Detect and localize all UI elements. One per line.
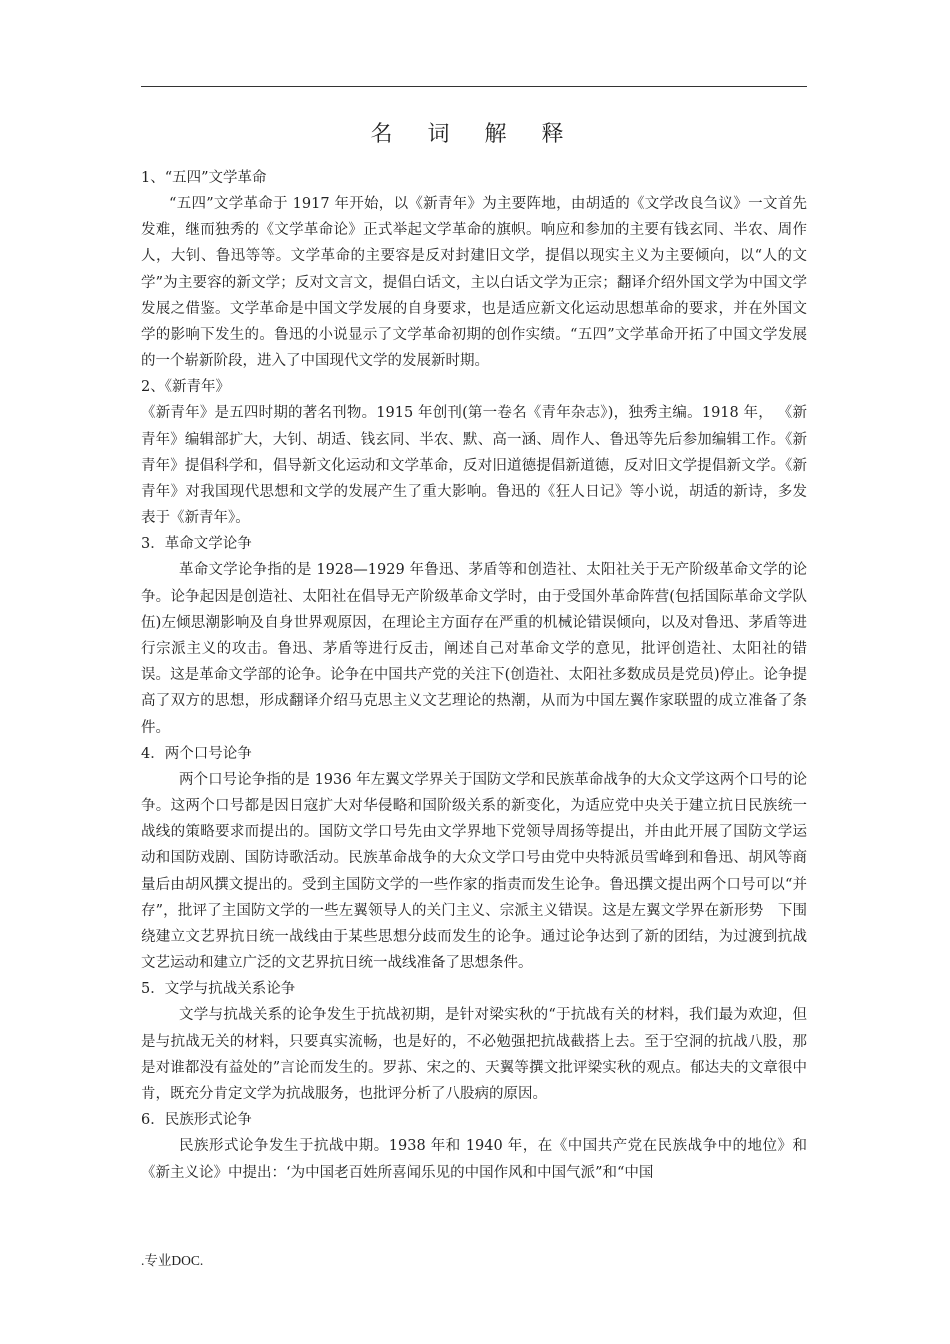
section-heading: 3．革命文学论争 <box>141 536 252 553</box>
section-paragraph: 《新青年》是五四时期的著名刊物。1915 年创刊(第一卷名《青年杂志》)，独秀主编。1918 年， 《新青年》编辑部扩大，大钊、胡适、钱玄同、半农、默、高一涵、周作人、鲁迅等先后参加编辑工作。《新青年》提倡科学和，倡导新文化运动和文学革命，反对旧道德提倡新道德，反对旧文学提倡新文学。《新青年》对我国现代思想和文学的发展产生了重大影响。鲁迅的《狂人日记》等小说，胡适的新诗，多发表于《新青年》。 <box>141 405 807 527</box>
section-4 <box>141 741 807 977</box>
section-3 <box>141 531 807 740</box>
page-footer: .专业DOC. <box>141 1253 204 1268</box>
section-paragraph: “五四”文学革命于 1917 年开始，以《新青年》为主要阵地，由胡适的《文学改良刍议》一文首先发难，继而独秀的《文学革命论》正式举起文学革命的旗帜。响应和参加的主要有钱玄同、半农、周作人，大钊、鲁迅等等。文学革命的主要容是反对封建旧文学，提倡以现实主义为主要倾向，以“人的文学”为主要容的新文学；反对文言文，提倡白话文，主以白话文学为正宗；翻译介绍外国文学为中国文学发展之借鉴。文学革命是中国文学发展的自身要求，也是适应新文化运动思想革命的要求，并在外国文学的影响下发生的。鲁迅的小说显示了文学革命初期的创作实绩。“五四”文学革命开拓了中国文学发展 的一个崭新阶段，进入了中国现代文学的发展新时期。 <box>141 196 807 370</box>
section-6 <box>141 1107 807 1185</box>
document-body <box>141 165 807 1186</box>
section-5 <box>141 976 807 1107</box>
section-2 <box>141 374 807 531</box>
page-title: 名 词 解 释 <box>370 122 578 147</box>
section-heading: 1、“五四”文学革命 <box>141 170 267 186</box>
section-paragraph: 民族形式论争发生于抗战中期。1938 年和 1940 年，在《中国共产党在民族战争中的地位》和《新主义论》中提出：‘为中国老百姓所喜闻乐见的中国作风和中国气派”和“中国 <box>141 1138 807 1181</box>
section-paragraph: 革命文学论争指的是 1928—1929 年鲁迅、茅盾等和创造社、太阳社关于无产阶级革命文学的论争。论争起因是创造社、太阳社在倡导无产阶级革命文学时，由于受国外革命阵营(包括国际革命文学队伍)左倾思潮影响及自身世界观原因，在理论主方面存在严重的机械论错误倾向，以及对鲁迅、茅盾等进行宗派主义的攻击。鲁迅、茅盾等进行反击，阐述自己对革命文学的意见，批评创造社、太阳社的错误。这是革命文学部的论争。论争在中国共产党的关注下(创造社、太阳社多数成员是党员)停止。论争提高了双方的思想，形成翻译介绍马克思主义文艺理论的热潮，从而为中国左翼作家联盟的成立准备了条件。 <box>141 562 807 736</box>
section-paragraph: 文学与抗战关系的论争发生于抗战初期，是针对梁实秋的“于抗战有关的材料，我们最为欢迎，但是与抗战无关的材料，只要真实流畅，也是好的，不必勉强把抗战截搭上去。至于空洞的抗战八股，那是对谁都没有益处的”言论而发生的。罗荪、宋之的、天翼等撰文批评梁实秋的观点。郁达夫的文章很中肯，既充分肯定文学为抗战服务，也批评分析了八股病的原因。 <box>141 1007 807 1103</box>
section-paragraph: 两个口号论争指的是 1936 年左翼文学界关于国防文学和民族革命战争的大众文学这两个口号的论争。这两个口号都是因日寇扩大对华侵略和国阶级关系的新变化，为适应党中央关于建立抗日民族统一战线的策略要求而提出的。国防文学口号先由文学界地下党领导周扬等提出，并由此开展了国防文学运动和国防戏剧、国防诗歌活动。民族革命战争的大众文学口号由党中央特派员雪峰到和鲁迅、胡风等商量后由胡风撰文提出的。受到主国防文学的一些作家的指责而发生论争。鲁迅撰文提出两个口号可以“并存”，批评了主国防文学的一些左翼领导人的关门主义、宗派主义错误。这是左翼文学界在新形势 下围绕建立文艺界抗日统一战线由于某些思想分歧而发生的论争。通过论争达到了新的团结，为过渡到抗战文艺运动和建立广泛的文艺界抗日统一战线准备了思想条件。 <box>141 771 807 972</box>
section-heading: 2、《新青年》 <box>141 379 230 396</box>
section-heading: 4．两个口号论争 <box>141 745 252 762</box>
section-heading: 6．民族形式论争 <box>141 1112 252 1129</box>
section-heading: 5．文学与抗战关系论争 <box>141 981 296 998</box>
section-1 <box>141 165 807 374</box>
header-rule <box>141 86 807 87</box>
